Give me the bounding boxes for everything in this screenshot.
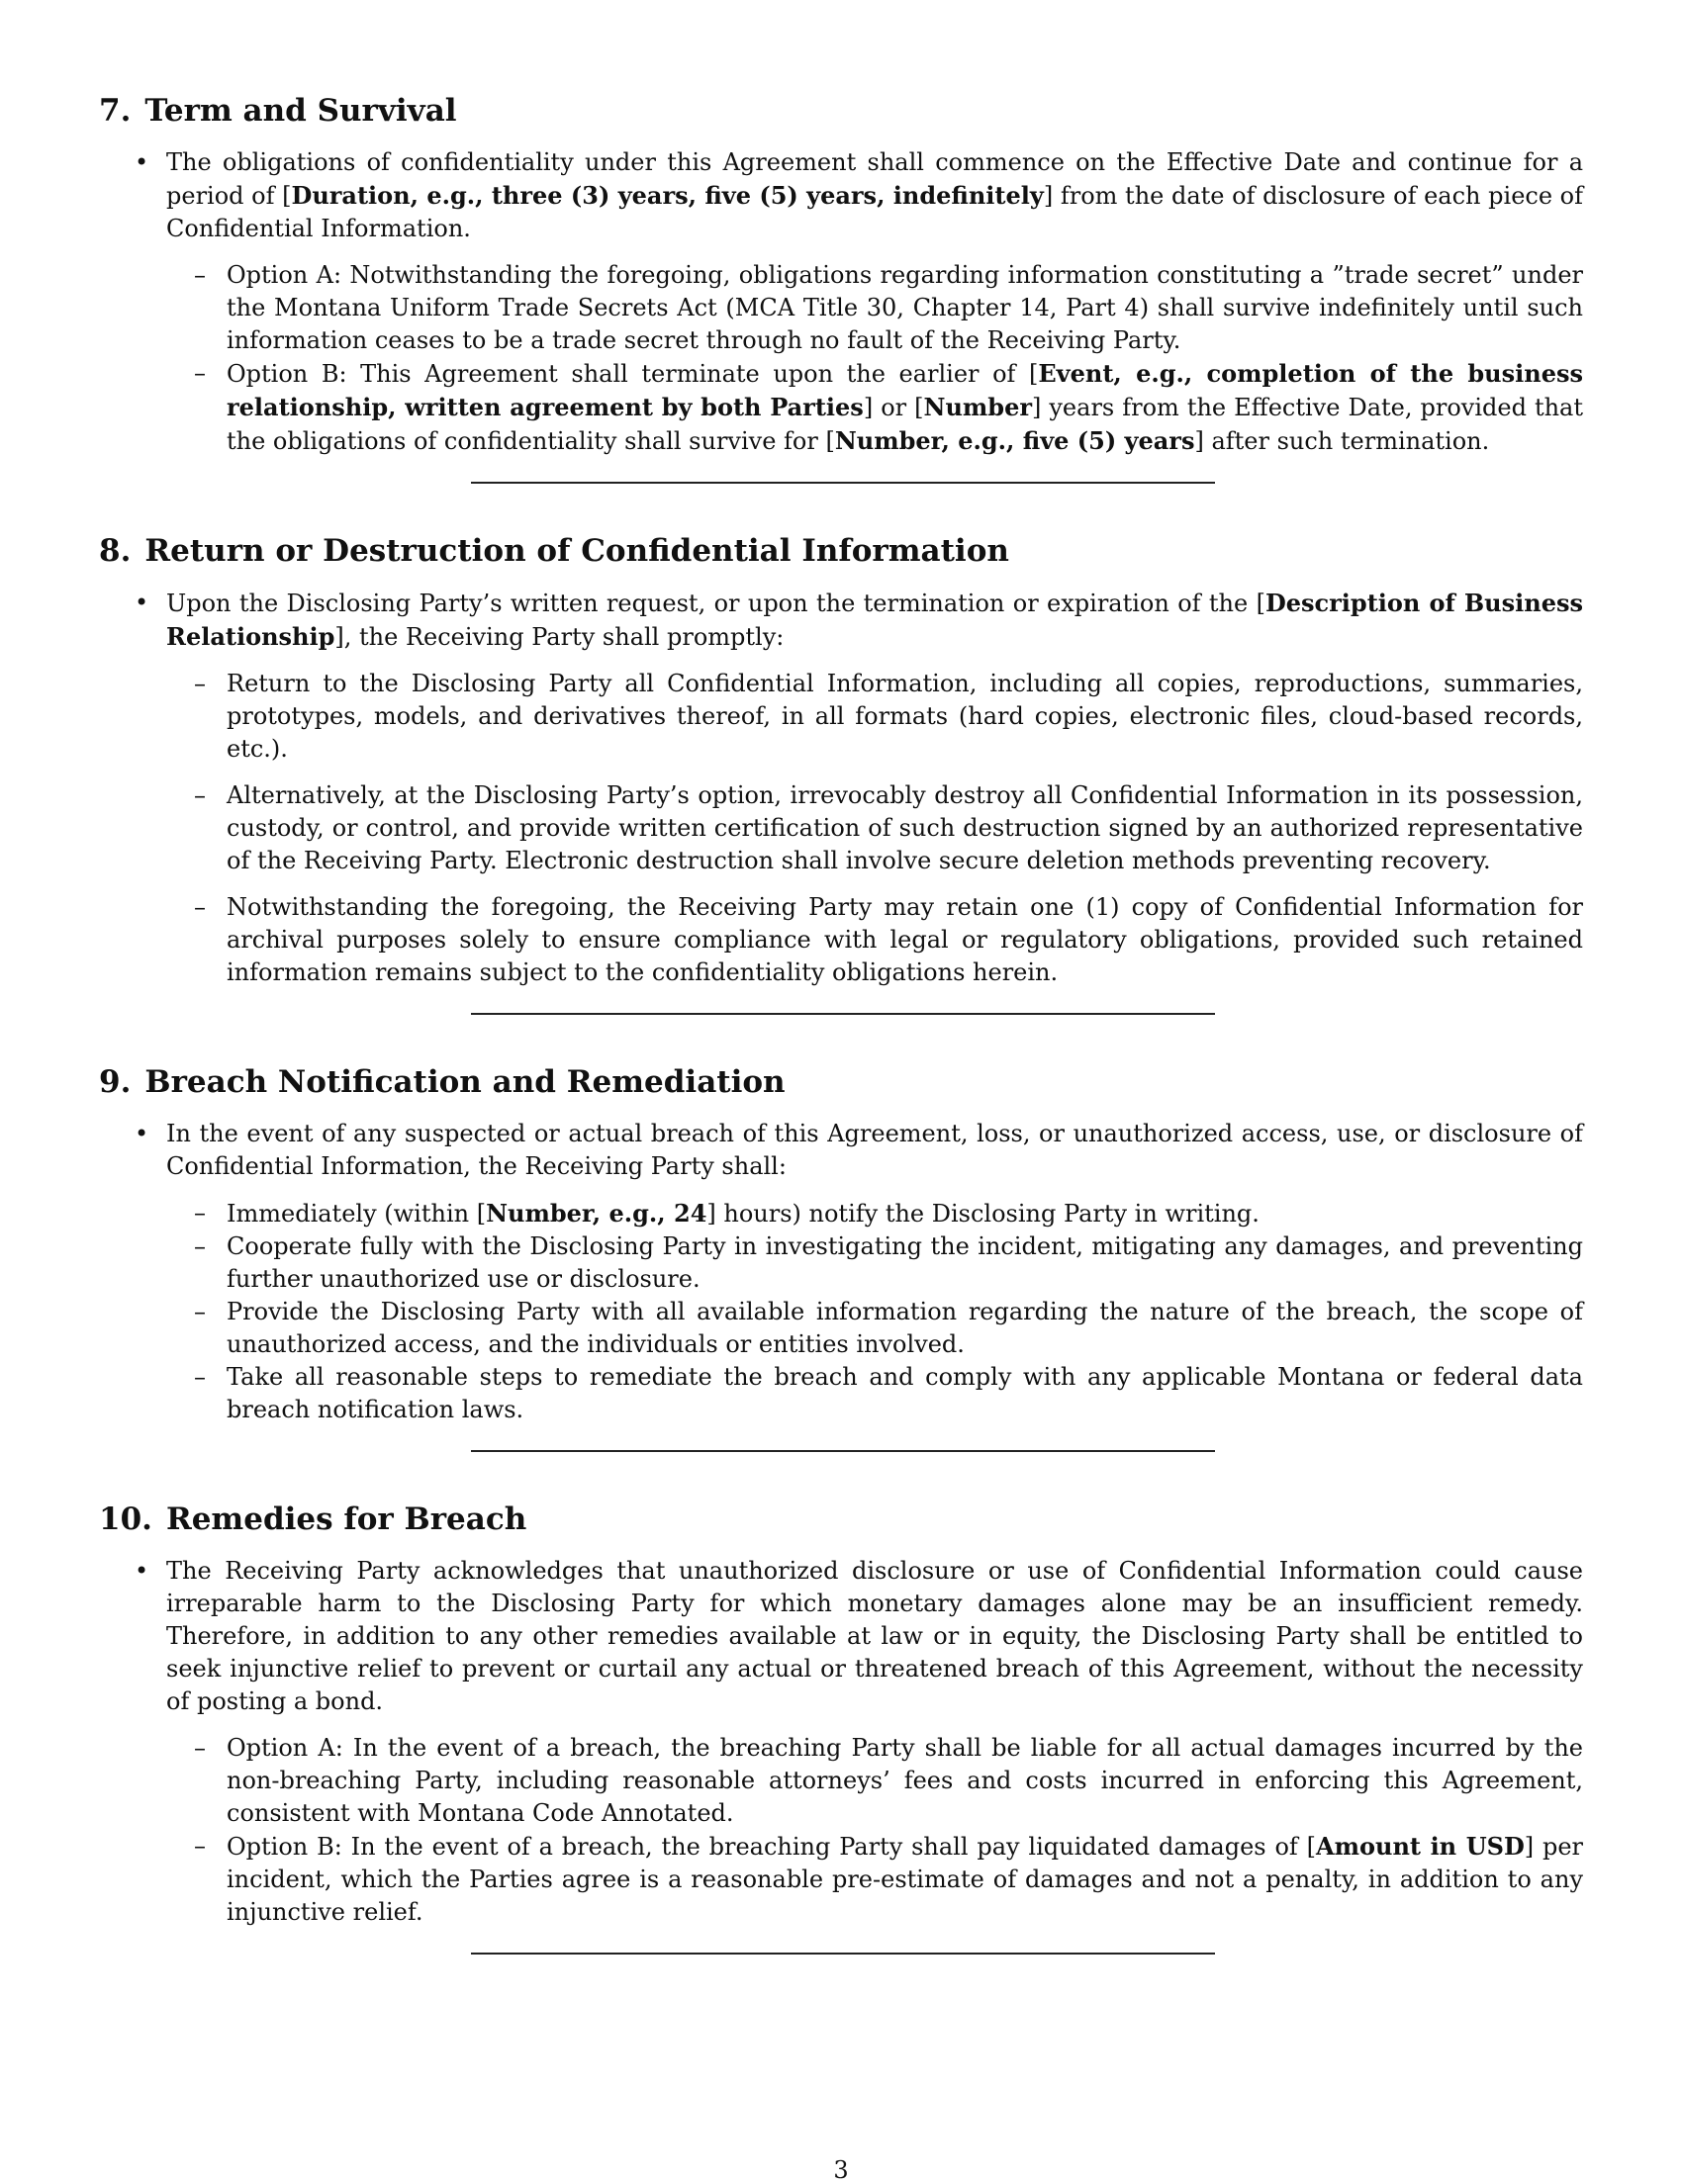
bullet-icon: • xyxy=(135,148,149,176)
sub-list-item: – Option B: In the event of a breach, the breaching Party shall pay liquidated damages of [Amount in USD] per incident, which the Parties agree is a reasonable pre-estimate of damages and not a penalty, in addition to any injunctive relief. xyxy=(194,1832,1584,1926)
dash-icon: – xyxy=(194,261,206,289)
section-divider xyxy=(471,1450,1215,1452)
sub-list-item: – Option B: This Agreement shall terminate upon the earlier of [Event, e.g., completion of the business relationship, written agreement by both Parties] or [Number] years from the Effective Date, provided that the obligations of confidentiality shall survive for [Number, e.g., five (5) years] after such termination. xyxy=(194,359,1584,455)
bullet-icon: • xyxy=(135,1120,149,1147)
list-item: • In the event of any suspected or actual breach of this Agreement, loss, or unauthorized access, use, or disclosure of Confidential Information, the Receiving Party shall: – Immediately (within [Number, e.g., 24] hours) notify the Disclosing Party in writing. – Cooperate fully with the Disclosing Party in investigating the incident, mitigating any damages, and preventing further unauthorized use or disclosure. – Provide the Disclosing Party with all available information regarding the nature of the breach, the scope of unauthorized access, and the individuals or entities involved. – Take all reasonable steps to remediate the breach and comply with any applicable Montana or federal data breach notification laws. xyxy=(99,1118,1583,1426)
list-item: • Upon the Disclosing Party’s written request, or upon the termination or expiration of the [Description of Business Relationship], the Receiving Party shall promptly: – Return to the Disclosing Party all Confidential Information, including all copies, reproductions, summaries, prototypes, models, and derivatives thereof, in all formats (hard copies, electronic files, cloud-based records, etc.). – Alternatively, at the Disclosing Party’s option, irrevocably destroy all Confidential Information in its possession, custody, or control, and provide written certification of such destruction signed by an authorized representative of the Receiving Party. Electronic destruction shall involve secure deletion methods preventing recovery. – Notwithstanding the foregoing, the Receiving Party may retain one (1) copy of Confidential Information for archival purposes solely to ensure compliance with legal or regulatory obligations, provided such retained information remains subject to the confidentiality obligations herein. xyxy=(99,587,1583,989)
sub-list xyxy=(166,668,1583,989)
section-10 xyxy=(99,1500,1583,1955)
sub-list xyxy=(166,1732,1583,1929)
section-divider xyxy=(471,1013,1215,1015)
dash-icon: – xyxy=(194,1734,206,1762)
section-heading: 8. Return or Destruction of Confidential Information xyxy=(99,533,1009,569)
dash-icon: – xyxy=(194,1298,206,1325)
bullet-icon: • xyxy=(135,1557,149,1585)
list-item: • The Receiving Party acknowledges that unauthorized disclosure or use of Confidential Information could cause irreparable harm to the Disclosing Party for which monetary damages alone may be an insufficient remedy. Therefore, in addition to any other remedies available at law or in equity, the Disclosing Party shall be entitled to seek injunctive relief to prevent or curtail any actual or threatened breach of this Agreement, without the necessity of posting a bond. – Option A: In the event of a breach, the breaching Party shall be liable for all actual damages incurred by the non-breaching Party, including reasonable attorneys’ fees and costs incurred in enforcing this Agreement, consistent with Montana Code Annotated. – Option B: In the event of a breach, the breaching Party shall pay liquidated damages of [Amount in USD] per incident, which the Parties agree is a reasonable pre-estimate of damages and not a penalty, in addition to any injunctive relief. xyxy=(99,1555,1583,1929)
page-number: 3 xyxy=(833,2156,849,2184)
dash-icon: – xyxy=(194,893,206,921)
dash-icon: – xyxy=(194,781,206,809)
bullet-icon: • xyxy=(135,589,149,616)
document-page xyxy=(99,91,1583,1955)
section-heading: 9. Breach Notification and Remediation xyxy=(99,1064,786,1100)
section-heading: 10. Remedies for Breach xyxy=(99,1502,527,1537)
sub-list-item: – Alternatively, at the Disclosing Party’s option, irrevocably destroy all Confidential Information in its possession, custody, or control, and provide written certification of such destruction signed by an authorized representative of the Receiving Party. Electronic destruction shall involve secure deletion methods preventing recovery. xyxy=(194,781,1583,874)
section-7 xyxy=(99,91,1583,484)
sub-list xyxy=(166,1197,1583,1426)
sub-list-item: – Take all reasonable steps to remediate the breach and comply with any applicable Montana or federal data breach notification laws. xyxy=(194,1363,1583,1423)
sub-list-item: – Return to the Disclosing Party all Confidential Information, including all copies, reproductions, summaries, prototypes, models, and derivatives thereof, in all formats (hard copies, electronic files, cloud-based records, etc.). xyxy=(194,670,1583,763)
bullet-list xyxy=(99,1555,1583,1929)
dash-icon: – xyxy=(194,1199,206,1227)
section-8 xyxy=(99,531,1583,1015)
sub-list-item: – Option A: Notwithstanding the foregoing, obligations regarding information constituting a ”trade secret” under the Montana Uniform Trade Secrets Act (MCA Title 30, Chapter 14, Part 4) shall survive indefinitely until such information ceases to be a trade secret through no fault of the Receiving Party. xyxy=(194,261,1583,354)
section-heading: 7. Term and Survival xyxy=(99,93,457,129)
dash-icon: – xyxy=(194,1832,206,1860)
bullet-list xyxy=(99,146,1583,458)
sub-list-item: – Immediately (within [Number, e.g., 24] hours) notify the Disclosing Party in writing. xyxy=(194,1199,1260,1228)
bullet-list xyxy=(99,587,1583,989)
dash-icon: – xyxy=(194,670,206,697)
dash-icon: – xyxy=(194,359,206,387)
sub-list-item: – Notwithstanding the foregoing, the Receiving Party may retain one (1) copy of Confidential Information for archival purposes solely to ensure compliance with legal or regulatory obligations, provided such retained information remains subject to the confidentiality obligations herein. xyxy=(194,893,1583,986)
section-divider xyxy=(471,482,1215,484)
list-item: • The obligations of confidentiality under this Agreement shall commence on the Effective Date and continue for a period of [Duration, e.g., three (3) years, five (5) years, indefinitely] from the date of disclosure of each piece of Confidential Information. – Option A: Notwithstanding the foregoing, obligations regarding information constituting a ”trade secret” under the Montana Uniform Trade Secrets Act (MCA Title 30, Chapter 14, Part 4) shall survive indefinitely until such information ceases to be a trade secret through no fault of the Receiving Party. – Option B: This Agreement shall terminate upon the earlier of [Event, e.g., completion of the business relationship, written agreement by both Parties] or [Number] years from the Effective Date, provided that the obligations of confidentiality shall survive for [Number, e.g., five (5) years] after such termination. xyxy=(99,146,1583,458)
sub-list-item: – Cooperate fully with the Disclosing Party in investigating the incident, mitigating any damages, and preventing further unauthorized use or disclosure. xyxy=(194,1232,1583,1293)
sub-list xyxy=(166,259,1583,458)
section-9 xyxy=(99,1062,1583,1452)
sub-list-item: – Option A: In the event of a breach, the breaching Party shall be liable for all actual damages incurred by the non-breaching Party, including reasonable attorneys’ fees and costs incurred in enforcing this Agreement, consistent with Montana Code Annotated. xyxy=(194,1734,1583,1827)
bullet-list xyxy=(99,1118,1583,1426)
section-divider xyxy=(471,1953,1215,1955)
dash-icon: – xyxy=(194,1232,206,1260)
sub-list-item: – Provide the Disclosing Party with all available information regarding the nature of the breach, the scope of unauthorized access, and the individuals or entities involved. xyxy=(194,1298,1583,1358)
dash-icon: – xyxy=(194,1363,206,1391)
